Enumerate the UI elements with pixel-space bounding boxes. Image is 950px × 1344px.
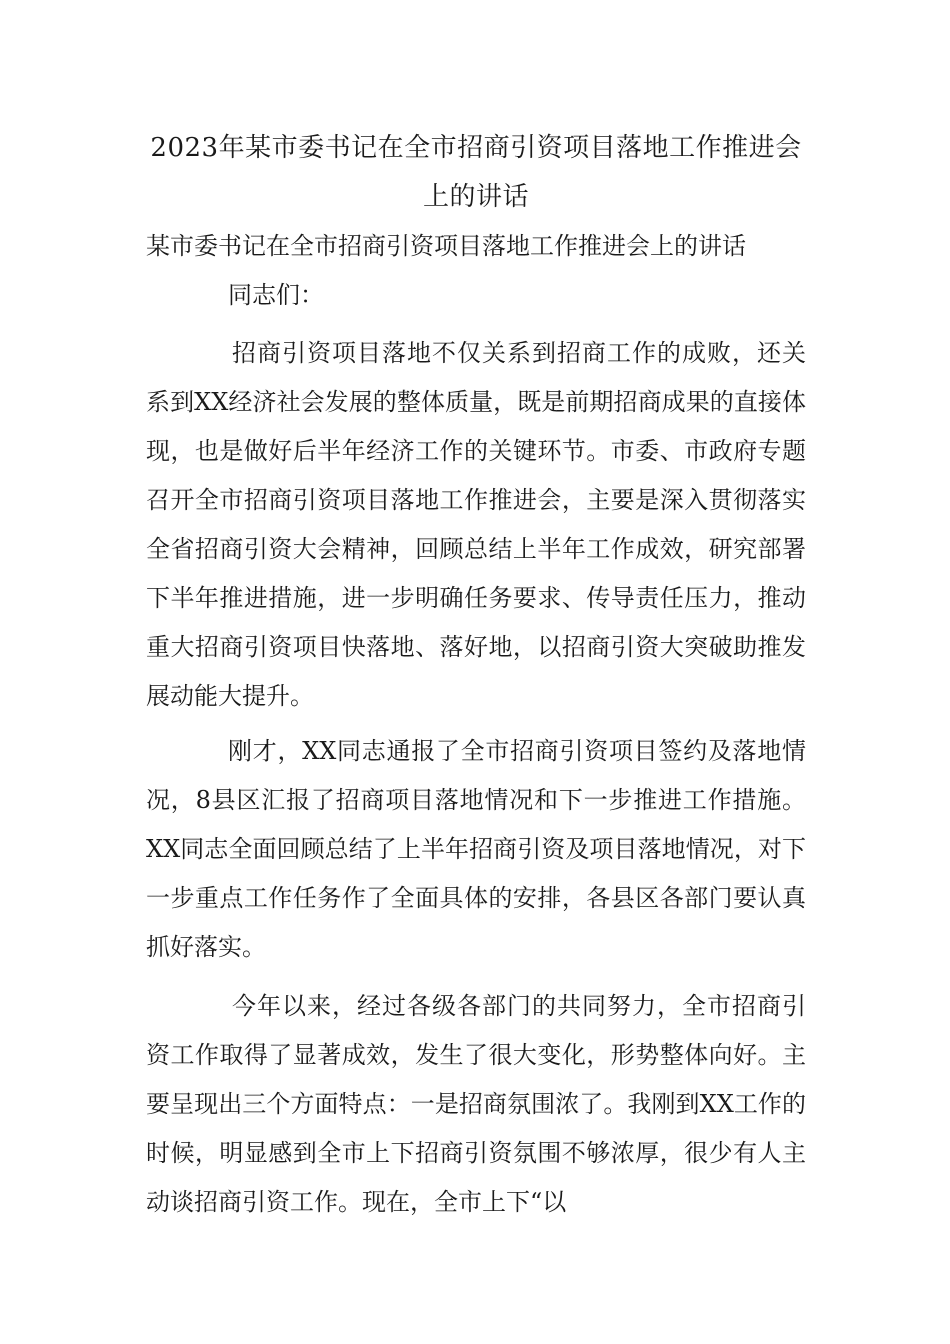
document-page [146,124,806,1227]
paragraph-3: 今年以来，经过各级各部门的共同努力，全市招商引资工作取得了显著成效，发生了很大变化，形势整体向好。主要呈现出三个方面特点：一是招商氛围浓了。我刚到XX工作的时候，明显感到全市上下招商引资氛围不够浓厚，很少有人主动谈招商引资工作。现在，全市上下“以 [146,992,806,1216]
paragraph-1: 招商引资项目落地不仅关系到招商工作的成败，还关系到XX经济社会发展的整体质量，既是前期招商成果的直接体现，也是做好后半年经济工作的关键环节。市委、市政府专题召开全市招商引资项目落地工作推进会，主要是深入贯彻落实全省招商引资大会精神，回顾总结上半年工作成效，研究部署下半年推进措施，进一步明确任务要求、传导责任压力，推动重大招商引资项目快落地、落好地，以招商引资大突破助推发展动能大提升。 [146,339,806,710]
paragraph-2: 刚才，XX同志通报了全市招商引资项目签约及落地情况，8县区汇报了招商项目落地情况和下一步推进工作措施。XX同志全面回顾总结了上半年招商引资及项目落地情况，对下一步重点工作任务作了全面具体的安排，各县区各部门要认真抓好落实。 [146,737,806,961]
document-title: 2023年某市委书记在全市招商引资项目落地工作推进会上的讲话 [150,133,802,212]
salutation: 同志们： [228,281,324,309]
document-subtitle: 某市委书记在全市招商引资项目落地工作推进会上的讲话 [146,232,746,260]
